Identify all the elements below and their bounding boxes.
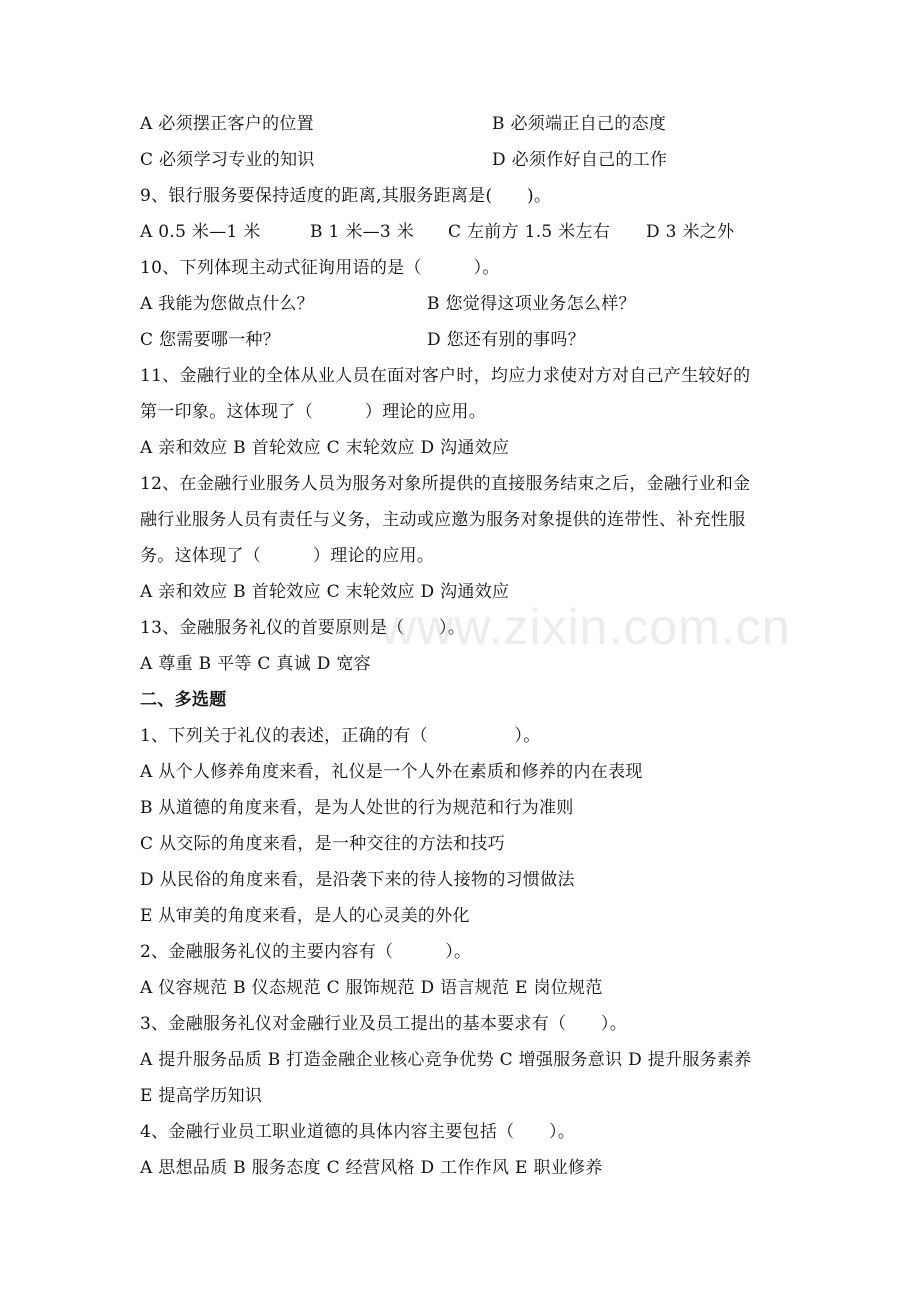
option-line: C 从交际的角度来看，是一种交往的方法和技巧 [140,834,506,854]
question-line: 2、金融服务礼仪的主要内容有（ ）。 [140,942,472,962]
option-line: A 亲和效应 B 首轮效应 C 末轮效应 D 沟通效应 [140,438,510,458]
option-line: D 您还有别的事吗？ [427,330,586,350]
option-line: A 必须摆正客户的位置 [140,114,314,134]
option-line: E 从审美的角度来看，是人的心灵美的外化 [140,906,470,926]
option-line: A 思想品质 B 服务态度 C 经营风格 D 工作作风 E 职业修养 [140,1158,603,1178]
option-line: B 1 米—3 米 [310,222,415,242]
option-line: C 您需要哪一种？ [140,330,281,350]
section-heading: 二、多选题 [140,690,227,710]
option-line: A 仪容规范 B 仪态规范 C 服饰规范 D 语言规范 E 岗位规范 [140,978,603,998]
question-line: 11、金融行业的全体从业人员在面对客户时，均应力求使对方对自己产生较好的 [140,366,751,386]
question-line: 10、下列体现主动式征询用语的是（ ）。 [140,258,500,278]
question-line: 1、下列关于礼仪的表述，正确的有（ ）。 [140,726,541,746]
question-line: 13、金融服务礼仪的首要原则是（ ）。 [140,618,466,638]
option-line: B 您觉得这项业务怎么样？ [427,294,636,314]
option-line: A 亲和效应 B 首轮效应 C 末轮效应 D 沟通效应 [140,582,510,602]
question-line: 9、银行服务要保持适度的距离,其服务距离是( )。 [140,186,552,206]
watermark: www.zixin.com.cn [380,599,791,655]
option-line: E 提高学历知识 [140,1086,263,1106]
option-line: A 0.5 米—1 米 [140,222,261,242]
option-line: A 尊重 B 平等 C 真诚 D 宽容 [140,654,371,674]
option-line: A 我能为您做点什么？ [140,294,314,314]
option-line: A 提升服务品质 B 打造金融企业核心竞争优势 C 增强服务意识 D 提升服务素养 [140,1050,752,1070]
option-line: B 必须端正自己的态度 [492,114,667,134]
option-line: D 3 米之外 [646,222,735,242]
option-line: C 必须学习专业的知识 [140,150,315,170]
option-line: B 从道德的角度来看，是为人处世的行为规范和行为准则 [140,798,574,818]
question-line: 务。这体现了（ ）理论的应用。 [140,546,435,566]
question-line: 3、金融服务礼仪对金融行业及员工提出的基本要求有（ ）。 [140,1014,628,1034]
option-line: C 左前方 1.5 米左右 [448,222,611,242]
question-line: 第一印象。这体现了（ ）理论的应用。 [140,402,486,422]
question-line: 4、金融行业员工职业道德的具体内容主要包括（ ）。 [140,1122,576,1142]
option-line: D 从民俗的角度来看，是沿袭下来的待人接物的习惯做法 [140,870,575,890]
option-line: A 从个人修养角度来看，礼仪是一个人外在素质和修养的内在表现 [140,762,643,782]
option-line: D 必须作好自己的工作 [492,150,668,170]
question-line: 12、在金融行业服务人员为服务对象所提供的直接服务结束之后，金融行业和金 [140,474,751,494]
question-line: 融行业服务人员有责任与义务，主动或应邀为服务对象提供的连带性、补充性服 [140,510,746,530]
